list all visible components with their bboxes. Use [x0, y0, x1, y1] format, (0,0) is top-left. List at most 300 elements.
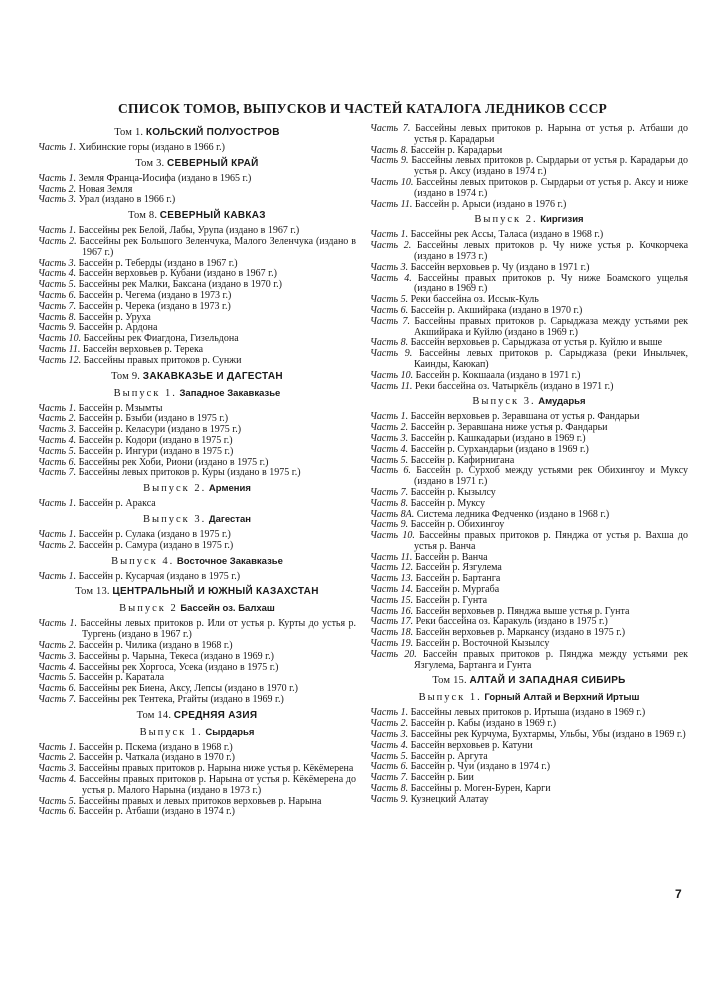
part-text: Бассейн р. Муксу: [410, 497, 485, 509]
part-number: 6.: [400, 304, 409, 316]
part-label: Часть: [38, 311, 67, 323]
part-label: Часть: [370, 155, 399, 167]
part-number: 10.: [400, 369, 414, 381]
part-label: Часть: [370, 530, 399, 542]
volume-number: Том 1.: [114, 127, 144, 138]
issue-number: Выпуск 2.: [143, 483, 207, 495]
catalog-entry: [38, 143, 356, 154]
part-number: 1.: [68, 528, 77, 540]
catalog-entry: [38, 619, 356, 641]
volume-section: [370, 674, 688, 805]
part-text: Бассейн р. Кусарчая (издано в 1975 г.): [78, 570, 241, 582]
part-number: 9.: [400, 793, 409, 805]
part-label: Часть: [38, 456, 67, 468]
part-number: 7.: [68, 300, 77, 312]
volume-heading: [370, 674, 688, 687]
issue-heading: [370, 395, 688, 408]
part-label: Часть: [370, 707, 399, 719]
volume-heading: [38, 709, 356, 722]
part-label: Часть: [370, 729, 399, 741]
part-label: Часть: [370, 519, 399, 531]
part-label: Часть: [370, 718, 399, 730]
part-number: 2.: [68, 413, 77, 425]
catalog-entry: [38, 468, 356, 479]
issue-number: Выпуск 4.: [111, 555, 175, 567]
volume-number: Том 8.: [128, 210, 158, 222]
part-label: Часть: [38, 498, 67, 510]
part-text: Бассейн р. Ванча: [414, 551, 488, 563]
part-label: Часть: [370, 315, 399, 327]
part-number: 4.: [68, 774, 77, 786]
part-label: Часть: [370, 573, 399, 585]
part-number: 3.: [68, 194, 77, 206]
part-number: 3.: [400, 729, 409, 741]
issue-number: Выпуск 2: [119, 603, 178, 615]
issue-heading: [370, 691, 688, 704]
part-text: Бассейны левых притоков р. Сырдарьи от устья р. Карадарьи до устья р. Аксу (издано в 1974 г.): [411, 155, 688, 178]
part-number: 2.: [68, 639, 77, 651]
part-number: 9.: [68, 322, 77, 334]
part-label: Часть: [370, 465, 399, 477]
issue-heading: [38, 726, 356, 739]
part-number: 15.: [400, 594, 414, 606]
part-text: Бассейн р. Кашкадарьи (издано в 1969 г.): [410, 432, 586, 444]
part-label: Часть: [38, 322, 67, 334]
part-number: 5.: [68, 279, 77, 291]
part-number: 2.: [400, 718, 409, 730]
catalog-entry: [370, 178, 688, 200]
part-number: 6.: [68, 683, 77, 695]
part-label: Часть: [370, 562, 399, 574]
part-text: Бассейн р. Кокшаала (издано в 1971 г.): [415, 369, 581, 381]
part-text: Бассейн р. Теберды (издано в 1967 г.): [78, 257, 238, 269]
part-label: Часть: [38, 570, 67, 582]
part-number: 1.: [68, 142, 77, 153]
part-text: Бассейн р. Обихингоу: [410, 519, 505, 531]
part-text: Бассейн верховьев р. Чу (издано в 1971 г.): [410, 261, 590, 273]
page-title: СПИСОК ТОМОВ, ВЫПУСКОВ И ЧАСТЕЙ КАТАЛОГА ЛЕДНИКОВ СССР: [118, 101, 607, 116]
part-label: Часть: [38, 289, 67, 301]
part-number: 3.: [400, 261, 409, 273]
part-label: Часть: [370, 432, 399, 444]
part-number: 7.: [68, 467, 77, 479]
part-label: Часть: [370, 144, 399, 156]
catalog-entry: [370, 124, 688, 146]
part-text: Бассейны левых притоков р. Или от устья р. Курты до устья р. Тургень (издано в 1967 г.): [80, 618, 357, 641]
issue-number: Выпуск 3.: [143, 513, 207, 525]
part-number: 4.: [68, 661, 77, 673]
issue-name: Дагестан: [208, 513, 251, 525]
catalog-entry: [370, 531, 688, 553]
issue-number: Выпуск 3.: [472, 396, 536, 408]
part-label: Часть: [38, 354, 67, 366]
part-number: 8.: [400, 337, 409, 349]
part-label: Часть: [38, 618, 67, 630]
part-text: Бассейны левых притоков р. Иртыша (издано в 1969 г.): [410, 707, 646, 719]
part-text: Бассейны рек Большого Зеленчука, Малого Зеленчука (издано в 1967 г.): [79, 235, 356, 258]
part-text: Бассейны рек Курчума, Бухтармы, Ульбы, Убы (издано в 1969 г.): [410, 729, 686, 741]
part-label: Часть: [38, 763, 67, 775]
part-text: Хибинские горы (издано в 1966 г.): [78, 142, 225, 153]
volume-section: [38, 585, 356, 705]
part-label: Часть: [370, 348, 399, 360]
volume-name: СЕВЕРНЫЙ КРАЙ: [167, 157, 259, 169]
volume-number: Том 9.: [111, 370, 141, 382]
issue-heading: [38, 513, 356, 526]
part-text: Бассейн р. Каратала: [78, 672, 165, 684]
volume-section: [38, 126, 356, 154]
part-number: 19.: [400, 638, 414, 650]
part-text: Бассейны правых притоков р. Чу ниже Боамского ущелья (издано в 1969 г.): [414, 272, 689, 295]
part-text: Бассейн р. Пскема (издано в 1968 г.): [78, 741, 233, 753]
issue-number: Выпуск 2.: [474, 214, 538, 226]
part-text: Бассейн р. Атбаши (издано в 1974 г.): [78, 806, 235, 818]
part-number: 2.: [69, 235, 77, 247]
volume-heading: [38, 370, 356, 383]
part-number: 8.: [68, 311, 77, 323]
part-text: Бассейн р. Акшийрака (издано в 1970 г.): [410, 304, 583, 316]
part-text: Бассейн р. Чуи (издано в 1974 г.): [410, 761, 551, 773]
part-label: Часть: [38, 194, 67, 206]
part-text: Бассейн р. Кодори (издано в 1975 г.): [78, 434, 233, 446]
part-text: Бассейн р. Уруха: [78, 311, 151, 323]
part-number: 5.: [400, 294, 409, 306]
part-number: 9.: [400, 155, 409, 167]
part-text: Бассейны рек Фиагдона, Гизельдона: [83, 333, 239, 345]
part-label: Часть: [370, 123, 399, 134]
catalog-entry: [370, 241, 688, 263]
issue-name: Армения: [208, 483, 251, 495]
part-text: Бассейн р. Ингури (издано в 1975 г.): [78, 445, 234, 457]
part-number: 6.: [68, 456, 77, 468]
part-number: 1.: [68, 402, 77, 414]
part-label: Часть: [38, 467, 67, 479]
part-text: Бассейн р. Бзыби (издано в 1975 г.): [78, 413, 229, 425]
part-label: Часть: [38, 257, 67, 269]
part-number: 5.: [68, 445, 77, 457]
part-label: Часть: [38, 333, 67, 345]
part-label: Часть: [370, 772, 399, 784]
catalog-entry: [370, 650, 688, 672]
part-number: 2.: [68, 539, 77, 551]
part-number: 10.: [402, 530, 415, 542]
part-number: 10.: [400, 176, 414, 188]
part-number: 3.: [400, 432, 409, 444]
catalog-entry: [38, 572, 356, 583]
part-number: 7.: [402, 123, 411, 134]
part-number: 8А.: [400, 508, 415, 520]
catalog-entry: [38, 356, 356, 367]
part-number: 7.: [400, 772, 409, 784]
part-text: Земля Франца-Иосифа (издано в 1965 г.): [78, 172, 252, 184]
part-text: Бассейны рек Белой, Лабы, Урупа (издано в 1967 г.): [78, 225, 300, 237]
volume-name: СЕВЕРНЫЙ КАВКАЗ: [159, 210, 266, 222]
volume-heading: [38, 585, 356, 598]
part-number: 1.: [68, 498, 77, 510]
part-text: Бассейн р. Сурхоб между устьями рек Обихингоу и Муксу (издано в 1971 г.): [414, 465, 689, 488]
part-label: Часть: [370, 793, 399, 805]
part-number: 2.: [68, 752, 77, 764]
part-text: Бассейн р. Кафирнигана: [410, 454, 515, 466]
part-label: Часть: [38, 752, 67, 764]
catalog-entry: [38, 237, 356, 259]
part-label: Часть: [370, 198, 399, 210]
issue-number: Выпуск 1.: [139, 726, 203, 738]
part-label: Часть: [370, 294, 399, 306]
part-number: 20.: [404, 648, 417, 660]
part-text: Бассейны рек Малки, Баксана (издано в 1970 г.): [78, 279, 282, 291]
part-text: Бассейн р. Мзымты: [78, 402, 163, 414]
part-number: 11.: [400, 380, 413, 392]
part-number: 1.: [400, 707, 409, 719]
part-number: 3.: [68, 650, 77, 662]
part-number: 2.: [400, 422, 409, 434]
part-text: Бассейн р. Аракса: [78, 498, 156, 510]
part-text: Бассейны левых притоков р. Нарына от устья р. Атбаши до устья р. Карадарьи: [414, 123, 689, 145]
part-text: Бассейн р. Келасури (издано в 1975 г.): [78, 424, 242, 436]
part-text: Бассейн верховьев р. Зеравшана от устья р. Фандарьи: [410, 411, 640, 423]
part-label: Часть: [38, 539, 67, 551]
part-text: Бассейн р. Аргута: [410, 750, 488, 762]
part-text: Система ледника Федченко (издано в 1968 г.): [416, 508, 610, 520]
part-label: Часть: [370, 261, 399, 273]
volume-section: [370, 124, 688, 671]
part-label: Часть: [370, 304, 399, 316]
part-text: Бассейн р. Чегема (издано в 1973 г.): [78, 289, 232, 301]
part-text: Бассейн р. Язгулема: [415, 562, 502, 574]
part-text: Бассейн р. Самура (издано в 1975 г.): [78, 539, 234, 551]
volume-section: [38, 370, 356, 583]
part-text: Бассейны левых притоков р. Куры (издано в 1975 г.): [78, 467, 301, 479]
part-label: Часть: [370, 486, 399, 498]
issue-name: Бассейн оз. Балхаш: [180, 603, 275, 615]
part-label: Часть: [370, 454, 399, 466]
part-label: Часть: [370, 783, 399, 795]
part-number: 1.: [69, 618, 78, 630]
part-label: Часть: [38, 413, 67, 425]
part-label: Часть: [38, 172, 67, 184]
part-text: Бассейн р. Чилика (издано в 1968 г.): [78, 639, 233, 651]
volume-number: Том 13.: [75, 586, 110, 598]
part-text: Бассейн р. Карадарьи: [410, 144, 503, 156]
part-label: Часть: [370, 750, 399, 762]
part-number: 5.: [68, 795, 77, 807]
part-label: Часть: [370, 584, 399, 596]
issue-name: Амударья: [538, 396, 586, 408]
part-number: 6.: [400, 761, 409, 773]
volume-heading: [38, 209, 356, 222]
part-label: Часть: [370, 240, 399, 252]
part-number: 2.: [68, 183, 77, 195]
part-number: 9.: [404, 348, 413, 360]
part-text: Бассейны рек Биена, Аксу, Лепсы (издано в 1970 г.): [78, 683, 298, 695]
part-text: Бассейн р. Восточной Кызылсу: [415, 638, 550, 650]
part-number: 17.: [400, 616, 414, 628]
part-label: Часть: [370, 761, 399, 773]
part-label: Часть: [38, 424, 67, 436]
part-number: 3.: [68, 257, 77, 269]
volume-name: СРЕДНЯЯ АЗИЯ: [173, 709, 258, 721]
volume-number: Том 15.: [432, 675, 467, 687]
part-number: 13.: [400, 573, 414, 585]
part-number: 3.: [68, 424, 77, 436]
volume-section: [38, 709, 356, 819]
part-number: 1.: [68, 741, 77, 753]
catalog-entry: [38, 775, 356, 797]
issue-name: Восточное Закавказье: [176, 555, 283, 567]
part-label: Часть: [38, 225, 67, 237]
part-text: Бассейн р. Сурхандарьи (издано в 1969 г.): [410, 443, 589, 455]
part-text: Бассейны правых притоков р. Сарыджаза между устьями рек Акшийрака и Куйлю (издано в 1969 г.): [414, 315, 688, 338]
part-number: 8.: [400, 783, 409, 795]
part-text: Бассейны правых и левых притоков верховьев р. Нарына: [78, 795, 322, 807]
issue-heading: [38, 482, 356, 495]
part-label: Часть: [370, 627, 399, 639]
part-text: Бассейн верховьев р. Терека: [82, 343, 204, 355]
part-number: 1.: [68, 225, 77, 237]
volume-heading: [38, 157, 356, 170]
part-label: Часть: [370, 411, 399, 423]
part-label: Часть: [370, 551, 399, 563]
part-number: 11.: [68, 343, 81, 355]
part-text: Бассейны левых притоков р. Сырдарьи от устья р. Аксу и ниже (издано в 1974 г.): [414, 176, 689, 199]
catalog-entry: [370, 274, 688, 296]
catalog-entry: [38, 499, 356, 510]
part-text: Бассейны р. Моген-Бурен, Карги: [410, 783, 551, 795]
volume-heading: [38, 126, 356, 139]
part-text: Бассейн р. Сулака (издано в 1975 г.): [78, 528, 231, 540]
part-label: Часть: [370, 616, 399, 628]
part-text: Кузнецкий Алатау: [410, 793, 489, 805]
catalog-entry: [370, 349, 688, 371]
part-label: Часть: [370, 369, 399, 381]
part-number: 6.: [68, 806, 77, 818]
part-number: 4.: [68, 268, 77, 280]
part-number: 4.: [68, 434, 77, 446]
catalog-entry: [38, 807, 356, 818]
part-text: Бассейн верховьев р. Кубани (издано в 1967 г.): [78, 268, 277, 280]
part-label: Часть: [370, 739, 399, 751]
issue-name: Киргизия: [540, 214, 584, 226]
part-text: Бассейны правых притоков р. Нарына ниже устья р. Кёкёмерена: [78, 763, 354, 775]
part-number: 6.: [68, 289, 77, 301]
part-text: Бассейн р. Кабы (издано в 1969 г.): [410, 718, 557, 730]
part-text: Бассейн р. Кызылсу: [410, 486, 496, 498]
part-number: 18.: [400, 627, 414, 639]
part-text: Бассейны левых притоков р. Чу ниже устья р. Кочкорчека (издано в 1973 г.): [414, 240, 689, 262]
volume-name: ЦЕНТРАЛЬНЫЙ И ЮЖНЫЙ КАЗАХСТАН: [112, 586, 319, 598]
part-label: Часть: [370, 594, 399, 606]
part-label: Часть: [38, 741, 67, 753]
part-number: 3.: [68, 763, 77, 775]
part-text: Новая Земля: [78, 183, 133, 195]
catalog-entry: [370, 317, 688, 339]
part-text: Бассейн р. Бартанга: [415, 573, 501, 585]
part-label: Часть: [370, 605, 399, 617]
part-number: 12.: [400, 562, 414, 574]
part-text: Бассейн р. Мургаба: [415, 584, 500, 596]
volume-number: Том 14.: [136, 709, 172, 721]
part-label: Часть: [370, 508, 399, 520]
part-label: Часть: [370, 272, 399, 284]
part-label: Часть: [38, 235, 67, 247]
part-number: 7.: [402, 315, 410, 327]
part-text: Бассейны рек Хоби, Риони (издано в 1975 г.): [78, 456, 269, 468]
part-label: Часть: [370, 497, 399, 509]
part-number: 10.: [68, 333, 82, 345]
part-number: 11.: [400, 551, 413, 563]
issue-heading: [38, 387, 356, 400]
part-label: Часть: [38, 300, 67, 312]
part-label: Часть: [38, 639, 67, 651]
part-label: Часть: [38, 650, 67, 662]
catalog-entry: [370, 795, 688, 806]
volume-name: ЗАКАВКАЗЬЕ И ДАГЕСТАН: [142, 370, 283, 382]
volume-name: АЛТАЙ И ЗАПАДНАЯ СИБИРЬ: [469, 675, 626, 687]
part-label: Часть: [38, 279, 67, 291]
part-text: Бассейны рек Тентека, Ргайты (издано в 1969 г.): [78, 693, 284, 705]
part-label: Часть: [370, 380, 399, 392]
part-text: Бассейны правых притоков р. Нарына от устья р. Кёкёмерена до устья р. Малого Нарына (издано в 1973 г.): [79, 774, 356, 796]
part-text: Бассейны левых притоков р. Сарыджаза (реки Иныльчек, Каинды, Каюкап): [414, 348, 689, 370]
catalog-entry: [38, 195, 356, 206]
part-number: 16.: [400, 605, 414, 617]
part-label: Часть: [38, 795, 67, 807]
part-number: 14.: [400, 584, 414, 596]
left-column: [38, 124, 356, 818]
part-text: Бассейны рек Хоргоса, Усека (издано в 1975 г.): [78, 661, 279, 673]
issue-heading: [370, 213, 688, 226]
catalog-entry: [38, 541, 356, 552]
part-number: 8.: [400, 497, 409, 509]
catalog-entry: [370, 382, 688, 393]
part-label: Часть: [38, 683, 67, 695]
catalog-entry: [370, 466, 688, 488]
part-text: Бассейн р. Бии: [410, 772, 474, 784]
part-number: 7.: [400, 486, 409, 498]
part-number: 4.: [400, 443, 409, 455]
part-label: Часть: [38, 806, 67, 818]
volume-name: КОЛЬСКИЙ ПОЛУОСТРОВ: [145, 127, 280, 138]
part-text: Бассейн верховьев р. Сарыджаза от устья р. Куйлю и выше: [410, 337, 663, 349]
catalog-entry: [370, 200, 688, 211]
part-text: Реки бассейна оз. Чатыркёль (издано в 1971 г.): [414, 380, 614, 392]
issue-number: Выпуск 1.: [418, 692, 482, 704]
part-label: Часть: [38, 528, 67, 540]
page-number: 7: [675, 887, 682, 901]
part-label: Часть: [370, 176, 399, 188]
part-text: Бассейн верховьев р. Пянджа выше устья р. Гунта: [415, 605, 630, 617]
part-label: Часть: [38, 268, 67, 280]
part-label: Часть: [370, 422, 399, 434]
part-number: 4.: [404, 272, 412, 284]
part-text: Урал (издано в 1966 г.): [78, 194, 176, 206]
part-label: Часть: [38, 142, 67, 153]
catalog-entry: [38, 695, 356, 706]
part-text: Бассейн верховьев р. Катуни: [410, 739, 533, 751]
part-number: 1.: [68, 570, 77, 582]
issue-name: Горный Алтай и Верхний Иртыш: [484, 692, 640, 704]
issue-heading: [38, 602, 356, 615]
part-label: Часть: [38, 343, 67, 355]
part-label: Часть: [38, 693, 67, 705]
part-text: Реки бассейна оз. Каракуль (издано в 1975 г.): [415, 616, 608, 628]
part-number: 12.: [68, 354, 82, 366]
part-text: Бассейн р. Черека (издано в 1973 г.): [78, 300, 231, 312]
part-number: 11.: [400, 198, 413, 210]
part-number: 5.: [68, 672, 77, 684]
part-text: Бассейны правых притоков р. Сунжи: [83, 354, 242, 366]
